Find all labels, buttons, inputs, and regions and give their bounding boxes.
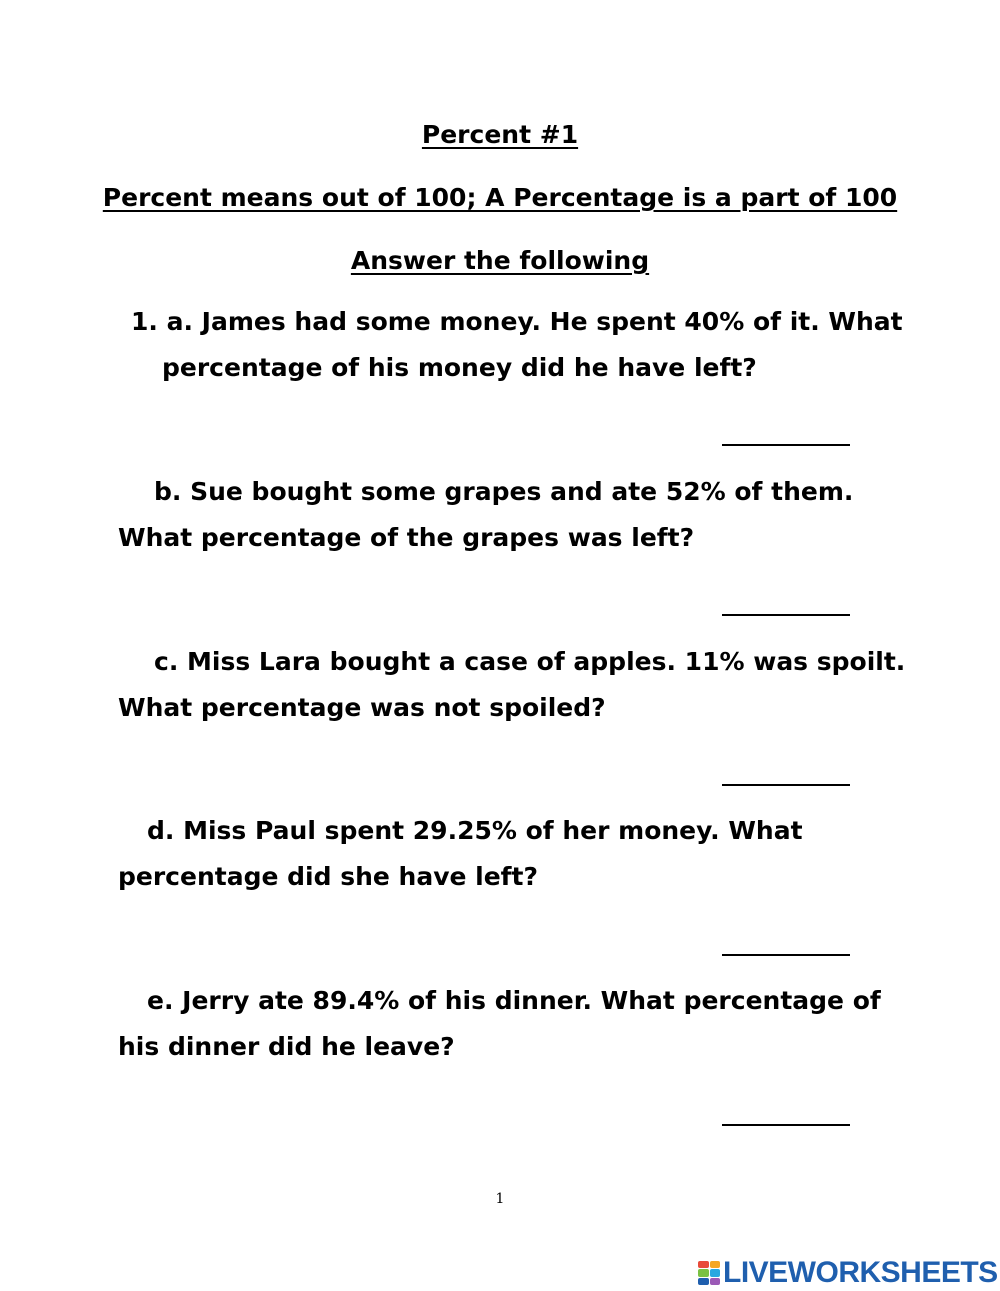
answer-blank-a[interactable] <box>722 444 850 446</box>
question-c-line1: c. Miss Lara bought a case of apples. 11% was spoilt. <box>154 647 906 676</box>
page-subtitle: Percent means out of 100; A Percentage is a part of 100 <box>102 183 898 212</box>
question-a-line2: percentage of his money did he have left? <box>162 353 757 382</box>
logo-block <box>698 1269 709 1276</box>
question-b-line2: What percentage of the grapes was left? <box>118 523 695 552</box>
answer-blank-e[interactable] <box>722 1124 850 1126</box>
page-title: Percent #1 <box>421 120 579 149</box>
logo-block <box>710 1269 721 1276</box>
answer-blank-b[interactable] <box>722 614 850 616</box>
question-d-line2: percentage did she have left? <box>118 862 539 891</box>
brand-name: LIVEWORKSHEETS <box>723 1256 998 1289</box>
logo-block <box>698 1261 709 1268</box>
question-d-line1: d. Miss Paul spent 29.25% of her money. What <box>147 816 803 845</box>
question-e-line2: his dinner did he leave? <box>118 1032 455 1061</box>
instruction-heading: Answer the following <box>350 246 650 275</box>
liveworksheets-logo-icon <box>698 1261 720 1285</box>
question-b-line1: b. Sue bought some grapes and ate 52% of them. <box>154 477 854 506</box>
liveworksheets-brand <box>698 1256 998 1290</box>
logo-block <box>710 1278 721 1285</box>
question-c-line2: What percentage was not spoiled? <box>118 693 606 722</box>
question-a-line1: 1. a. James had some money. He spent 40% of it. What <box>131 307 903 336</box>
page-number: 1 <box>495 1191 505 1207</box>
question-e-line1: e. Jerry ate 89.4% of his dinner. What percentage of <box>147 986 881 1015</box>
logo-block <box>710 1261 721 1268</box>
answer-blank-c[interactable] <box>722 784 850 786</box>
logo-block <box>698 1278 709 1285</box>
answer-blank-d[interactable] <box>722 954 850 956</box>
